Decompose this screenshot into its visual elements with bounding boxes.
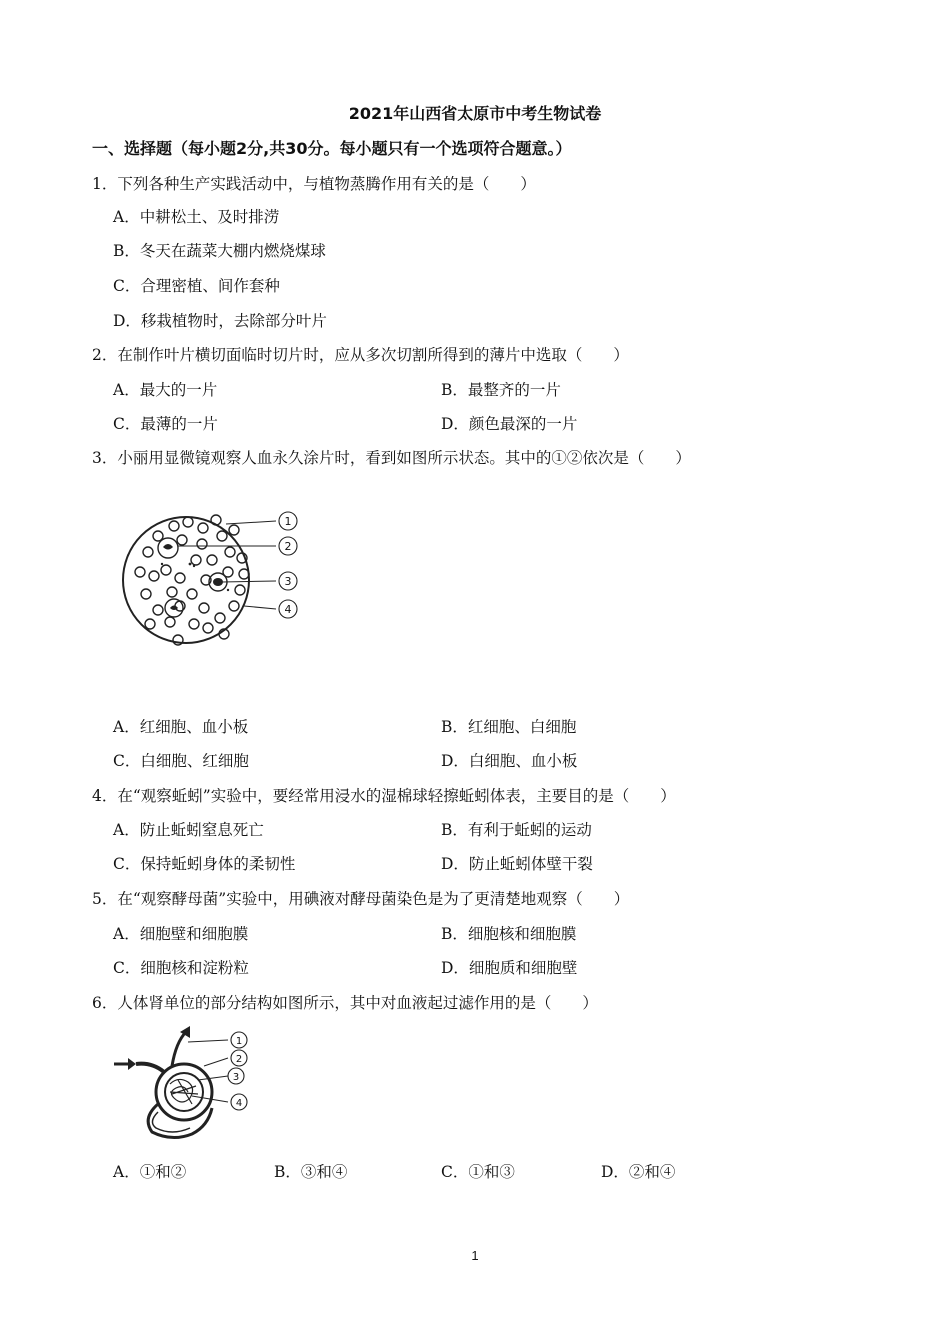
page-title: 2021年山西省太原市中考生物试卷 [348,104,602,123]
q1-option-c: C．合理密植、间作套种 [113,277,280,295]
question-3-stem: 3．小丽用显微镜观察人血永久涂片时，看到如图所示状态。其中的①②依次是（ ） [92,449,691,467]
q6-option-a: A．①和② [113,1163,187,1181]
svg-text:2: 2 [235,1054,243,1065]
blood-smear-figure [118,500,308,660]
q3-option-a: A．红细胞、血小板 [113,718,249,736]
svg-text:2: 2 [284,540,292,553]
q6-option-c: C．①和③ [441,1163,515,1181]
q5-option-a: A．细胞壁和细胞膜 [113,925,249,943]
q2-option-d: D．颜色最深的一片 [441,415,578,433]
svg-text:4: 4 [284,603,292,616]
q3-option-b: B．红细胞、白细胞 [441,718,577,736]
q5-option-b: B．细胞核和细胞膜 [441,925,577,943]
svg-text:3: 3 [232,1072,240,1083]
svg-text:3: 3 [284,575,292,588]
question-2-stem: 2．在制作叶片横切面临时切片时，应从多次切割所得到的薄片中选取（ ） [92,346,629,364]
q6-option-b: B．③和④ [274,1163,348,1181]
q1-option-a: A．中耕松土、及时排涝 [113,208,280,226]
q2-option-b: B．最整齐的一片 [441,381,561,399]
question-6-stem: 6．人体肾单位的部分结构如图所示，其中对血液起过滤作用的是（ ） [92,994,598,1012]
question-5-stem: 5．在“观察酵母菌”实验中，用碘液对酵母菌染色是为了更清楚地观察（ ） [92,890,630,908]
q2-option-c: C．最薄的一片 [113,415,218,433]
q2-option-a: A．最大的一片 [113,381,218,399]
q5-option-c: C．细胞核和淀粉粒 [113,959,249,977]
svg-text:4: 4 [235,1098,243,1109]
question-1-stem: 1．下列各种生产实践活动中，与植物蒸腾作用有关的是（ ） [92,175,536,193]
q4-option-c: C．保持蚯蚓身体的柔韧性 [113,855,296,873]
svg-text:1: 1 [284,515,292,528]
q6-option-d: D．②和④ [601,1163,676,1181]
q1-option-d: D．移栽植物时，去除部分叶片 [113,312,327,330]
q4-option-a: A．防止蚯蚓窒息死亡 [113,821,264,839]
section-heading: 一、选择题（每小题2分,共30分。每小题只有一个选项符合题意。） [92,139,572,158]
q3-option-d: D．白细胞、血小板 [441,752,578,770]
q4-option-d: D．防止蚯蚓体壁干裂 [441,855,593,873]
q5-option-d: D．细胞质和细胞壁 [441,959,578,977]
question-4-stem: 4．在“观察蚯蚓”实验中，要经常用浸水的湿棉球轻擦蚯蚓体表，主要目的是（ ） [92,787,676,805]
nephron-figure [112,1022,262,1142]
q3-option-c: C．白细胞、红细胞 [113,752,249,770]
page-number: 1 [471,1248,479,1263]
q1-option-b: B．冬天在蔬菜大棚内燃烧煤球 [113,242,326,260]
q4-option-b: B．有利于蚯蚓的运动 [441,821,592,839]
svg-text:1: 1 [235,1036,243,1047]
